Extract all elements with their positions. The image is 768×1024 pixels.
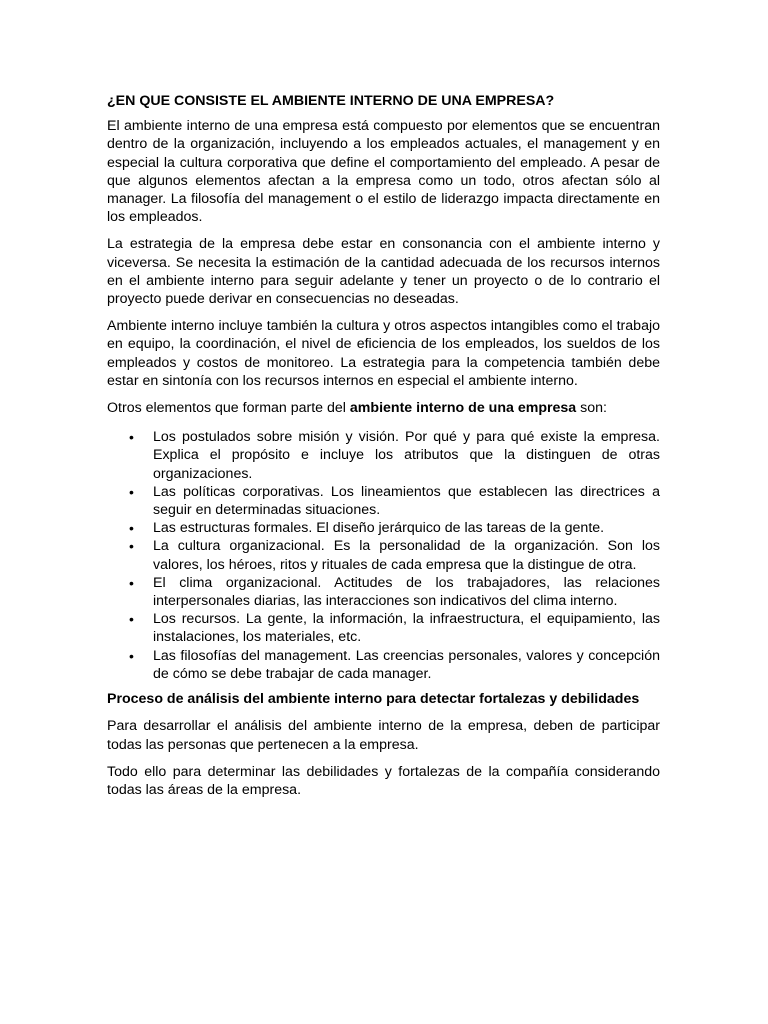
list-item	[129, 537, 660, 573]
list-item-text: Los postulados sobre misión y visión. Por qué y para qué existe la empresa. Explica el propósito e incluye los atributos que la distinguen de otras organizaciones.	[153, 429, 660, 482]
list-item	[129, 647, 660, 683]
paragraph-3: Ambiente interno incluye también la cultura y otros aspectos intangibles como el trabajo en equipo, la coordinación, el nivel de eficiencia de los empleados, los sueldos de los empleados y costos de monitoreo. La estrategia para la competencia también debe estar en sintonía con los recursos internos en especial el ambiente interno.	[107, 318, 660, 389]
bullet-icon: •	[129, 429, 134, 446]
list-item-text: Las políticas corporativas. Los lineamientos que establecen las directrices a seguir en determinadas situaciones.	[153, 483, 660, 519]
list-intro-bold: ambiente interno de una empresa	[349, 400, 577, 417]
elements-list	[107, 428, 660, 683]
list-item	[129, 428, 660, 483]
list-item	[129, 574, 660, 610]
bullet-icon: •	[129, 647, 134, 664]
bullet-icon: •	[129, 611, 134, 628]
list-intro-after: son:	[576, 400, 607, 417]
bullet-icon: •	[129, 483, 134, 500]
closing-paragraph-2: Todo ello para determinar las debilidades y fortalezas de la compañía considerando todas las áreas de la empresa.	[107, 763, 660, 798]
bullet-icon: •	[129, 520, 134, 537]
list-item	[129, 610, 660, 646]
section-subtitle: Proceso de análisis del ambiente interno para detectar fortalezas y debilidades	[107, 691, 640, 708]
paragraph-2: La estrategia de la empresa debe estar en consonancia con el ambiente interno y viceversa. Se necesita la estimación de la cantidad adecuada de los recursos internos en el ambiente interno para seguir adelante y tener un proyecto o de lo contrario el proyecto puede derivar en consecuencias no deseadas.	[107, 236, 660, 308]
document-title: ¿EN QUE CONSISTE EL AMBIENTE INTERNO DE UNA EMPRESA?	[107, 93, 555, 109]
bullet-icon: •	[129, 538, 134, 555]
closing-paragraph-1: Para desarrollar el análisis del ambiente interno de la empresa, deben de participar todas las personas que pertenecen a la empresa.	[107, 718, 660, 753]
list-intro-before: Otros elementos que forman parte del	[107, 400, 350, 417]
paragraph-1: El ambiente interno de una empresa está compuesto por elementos que se encuentran dentro de la organización, incluyendo a los empleados actuales, el management y en especial la cultura corporativa que define el comportamiento del empleado. A pesar de que algunos elementos afectan a la empresa como un todo, otros afectan sólo al manager. La filosofía del management o el estilo de liderazgo impacta directamente en los empleados.	[107, 118, 660, 226]
list-item-text: Los recursos. La gente, la información, la infraestructura, el equipamiento, las instalaciones, los materiales, etc.	[153, 611, 660, 646]
list-item-text: Las estructuras formales. El diseño jerárquico de las tareas de la gente.	[153, 520, 605, 537]
list-intro	[107, 399, 660, 417]
list-item	[129, 483, 660, 519]
list-item	[129, 519, 660, 537]
document-page	[107, 92, 660, 808]
list-item-text: El clima organizacional. Actitudes de los trabajadores, las relaciones interpersonales diarias, las interacciones son indicativos del clima interno.	[153, 574, 660, 610]
list-item-text: Las filosofías del management. Las creencias personales, valores y concepción de cómo se debe trabajar de cada manager.	[153, 647, 660, 682]
list-item-text: La cultura organizacional. Es la personalidad de la organización. Son los valores, los héroes, ritos y rituales de cada empresa que la distingue de otra.	[153, 538, 660, 573]
bullet-icon: •	[129, 574, 134, 591]
